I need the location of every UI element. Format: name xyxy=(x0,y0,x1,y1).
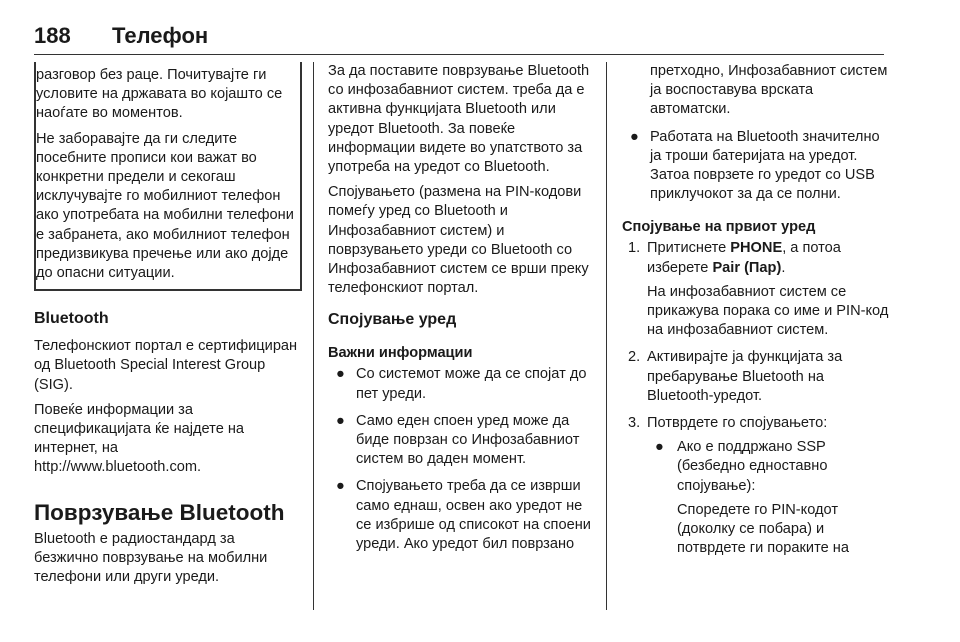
step-item xyxy=(622,348,894,406)
step-number: 1. xyxy=(628,240,641,257)
warning-box xyxy=(34,62,302,291)
step-1-end: . xyxy=(781,259,786,276)
bluetooth-paragraph-1: Телефонскиот портал е сертифициран од Bluetooth Special Interest Group (SIG). xyxy=(34,338,298,393)
first-pair-heading: Спојување на првиот уред xyxy=(622,219,816,236)
list-item xyxy=(647,438,894,558)
step-1-prefix: Притиснете xyxy=(647,240,731,257)
bullet-icon: ● xyxy=(336,366,345,383)
continued-text: претходно, Инфозабавниот систем ја воспоставува врската автоматски. xyxy=(650,63,888,118)
step-1-middle: , а потоа изберете xyxy=(647,240,841,276)
step-1-text xyxy=(647,239,894,277)
bullet-icon: ● xyxy=(655,439,664,456)
important-info-heading: Важни информации xyxy=(328,345,473,362)
list-item-text: Спојувањето треба да се изврши само еднаш, освен ако уредот не се избрише од списокот на споени уреди. Ако уредот бил поврзано xyxy=(356,478,591,553)
step-number: 3. xyxy=(628,415,641,432)
list-item-text: Само еден споен уред може да биде поврзан со Инфозабавниот систем во даден момент. xyxy=(356,412,580,468)
page-number: 188 xyxy=(34,23,71,48)
list-item xyxy=(328,412,598,470)
bullet-icon: ● xyxy=(336,412,345,429)
list-item xyxy=(622,128,894,205)
ssp-text: Ако е поддржано SSP (безбедно едноставно спојување): xyxy=(677,439,828,494)
ssp-list xyxy=(647,438,894,558)
continued-bullet-text xyxy=(622,62,894,120)
step-item xyxy=(622,239,894,340)
pairing-steps xyxy=(622,239,894,558)
step-item xyxy=(622,414,894,558)
step-3-text: Потврдете го спојувањето: xyxy=(647,415,828,432)
column-divider-2 xyxy=(606,62,607,610)
important-info-list xyxy=(328,365,598,554)
column-divider-1 xyxy=(313,62,314,610)
step-2-text: Активирајте ја функцијата за пребарување Bluetooth на Bluetooth-уредот. xyxy=(647,349,843,404)
ssp-compare-text: Споредете го PIN-кодот (доколку се побара) и потврдете ги пораките на xyxy=(677,501,849,557)
bluetooth-url: http://www.bluetooth.com. xyxy=(34,459,202,476)
list-item xyxy=(328,477,598,554)
warning-paragraph-1: разговор без раце. Почитувајте ги условите на државата во којашто се наоѓате во моментов. xyxy=(36,67,283,122)
phone-button-label: PHONE xyxy=(730,240,783,257)
connect-paragraph: Bluetooth е радиостандард за безжично поврзување на мобилни телефони или други уреди. xyxy=(34,530,268,586)
pair-device-heading: Спојување уред xyxy=(328,311,457,329)
list-item-text: Со системот може да се спојат до пет уреди. xyxy=(356,366,587,402)
bluetooth-heading: Bluetooth xyxy=(34,310,109,328)
list-item-text: Работата на Bluetooth значително ја троши батеријата на уредот. Затоа поврзете го уредот со USB приклучокот за да се полни. xyxy=(650,128,880,203)
battery-note-list xyxy=(622,128,894,205)
page-header xyxy=(34,22,884,55)
bullet-icon: ● xyxy=(630,128,639,145)
bullet-icon: ● xyxy=(336,478,345,495)
connect-bluetooth-heading: Поврзување Bluetooth xyxy=(34,499,285,525)
step-1-result: На инфозабавниот систем се прикажува порака со име и PIN-код на инфозабавниот систем. xyxy=(647,283,889,339)
col2-paragraph-2: Спојувањето (размена на PIN-кодови помеѓу уред со Bluetooth и Инфозабавниот систем) и поврзувањето уреди со Bluetooth со Инфозабавниот систем се врши преку телефонскиот портал. xyxy=(328,184,589,297)
warning-paragraph-2: Не заборавајте да ги следите посебните прописи кои важат во конкретни предели и секогаш исклучувајте го мобилниот телефон ако употребата на мобилни телефони е забранета, ако мобилниот телефон предизвикува пречење или ако дојде до опасни ситуации. xyxy=(36,130,294,282)
column-1 xyxy=(34,62,302,593)
page-title: Телефон xyxy=(112,23,209,48)
bluetooth-paragraph-2: Повеќе информации за спецификацијата ќе најдете на интернет, на xyxy=(34,401,245,457)
pair-option-label: Pair (Пар) xyxy=(712,259,782,276)
column-3 xyxy=(622,62,894,566)
column-2 xyxy=(328,62,598,562)
col2-paragraph-1: За да поставите поврзување Bluetooth со инфозабавниот систем. треба да е активна функцијата Bluetooth или уредот Bluetooth. За повеќе информации видете во упатството за употреба на уредот со Bluetooth. xyxy=(328,63,590,176)
list-item xyxy=(328,365,598,403)
step-number: 2. xyxy=(628,349,641,366)
